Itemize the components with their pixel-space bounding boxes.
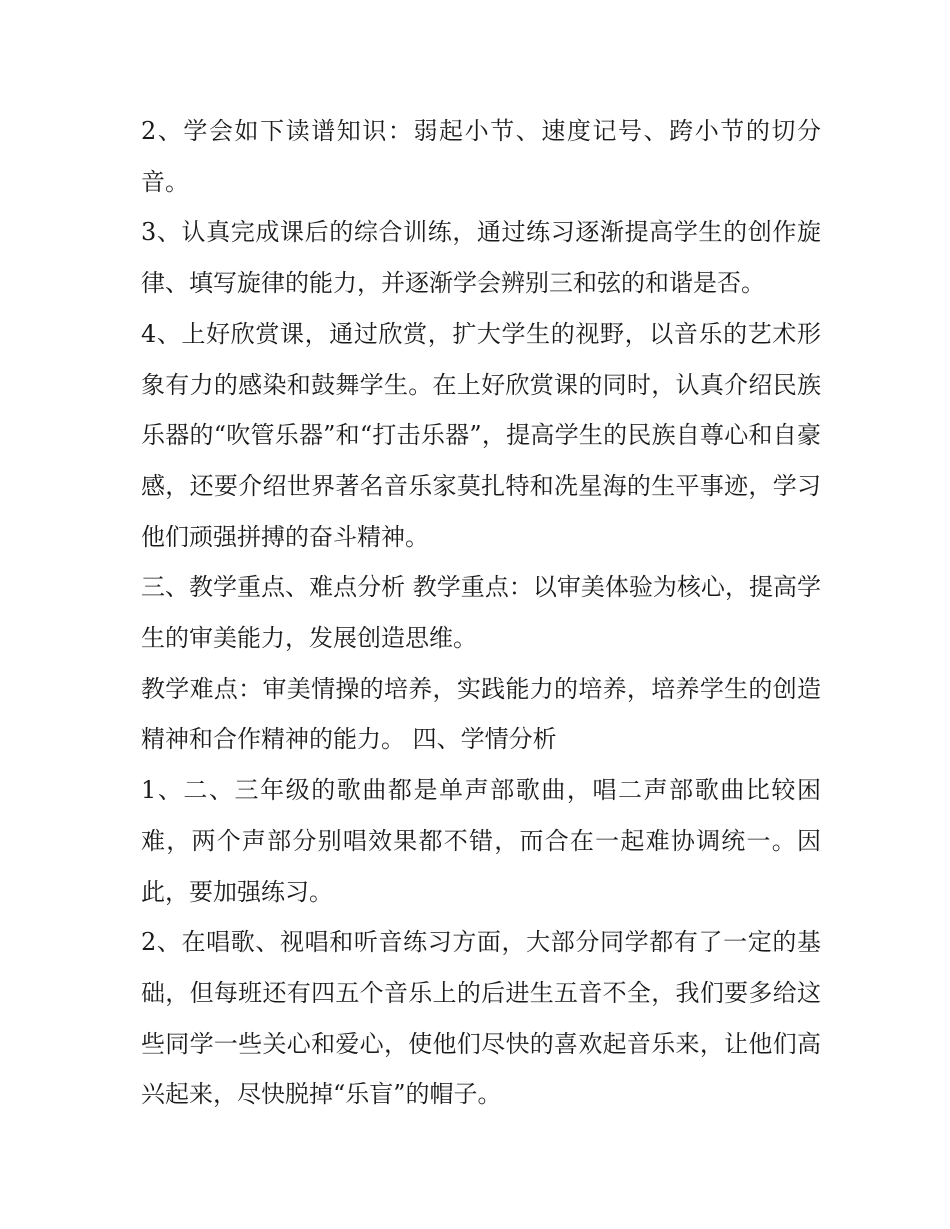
paragraph-reading-knowledge: 2、学会如下读谱知识：弱起小节、速度记号、跨小节的切分音。 [141,117,821,196]
paragraph-appreciation-class: 4、上好欣赏课，通过欣赏，扩大学生的视野，以音乐的艺术形象有力的感染和鼓舞学生。在上好欣赏课的同时，认真介绍民族乐器的“吹管乐器”和“打击乐器”，提高学生的民族自尊心和自豪感，还要介绍世界著名音乐家莫扎特和冼星海的生平事迹，学习他们顽强拼搏的奋斗精神。 [141,319,821,551]
paragraph-comprehensive-training: 3、认真完成课后的综合训练，通过练习逐渐提高学生的创作旋律、填写旋律的能力，并逐渐学会辨别三和弦的和谐是否。 [141,218,821,298]
paragraph-singing-practice: 2、在唱歌、视唱和听音练习方面，大部分同学都有了一定的基础，但每班还有四五个音乐上的后进生五音不全，我们要多给这些同学一些关心和爱心，使他们尽快的喜欢起音乐来，让他们高兴起来，尽快脱掉“乐盲”的帽子。 [141,928,821,1109]
document-body [141,106,821,1120]
paragraph-teaching-key-points: 三、教学重点、难点分析 教学重点：以审美体验为核心，提高学生的审美能力，发展创造思维。 [141,573,821,653]
paragraph-two-part-songs: 1、二、三年级的歌曲都是单声部歌曲，唱二声部歌曲比较困难，两个声部分别唱效果都不错，而合在一起难协调统一。因此，要加强练习。 [141,776,821,906]
paragraph-teaching-difficulties: 教学难点：审美情操的培养，实践能力的培养，培养学生的创造精神和合作精神的能力。 四、学情分析 [141,674,821,754]
